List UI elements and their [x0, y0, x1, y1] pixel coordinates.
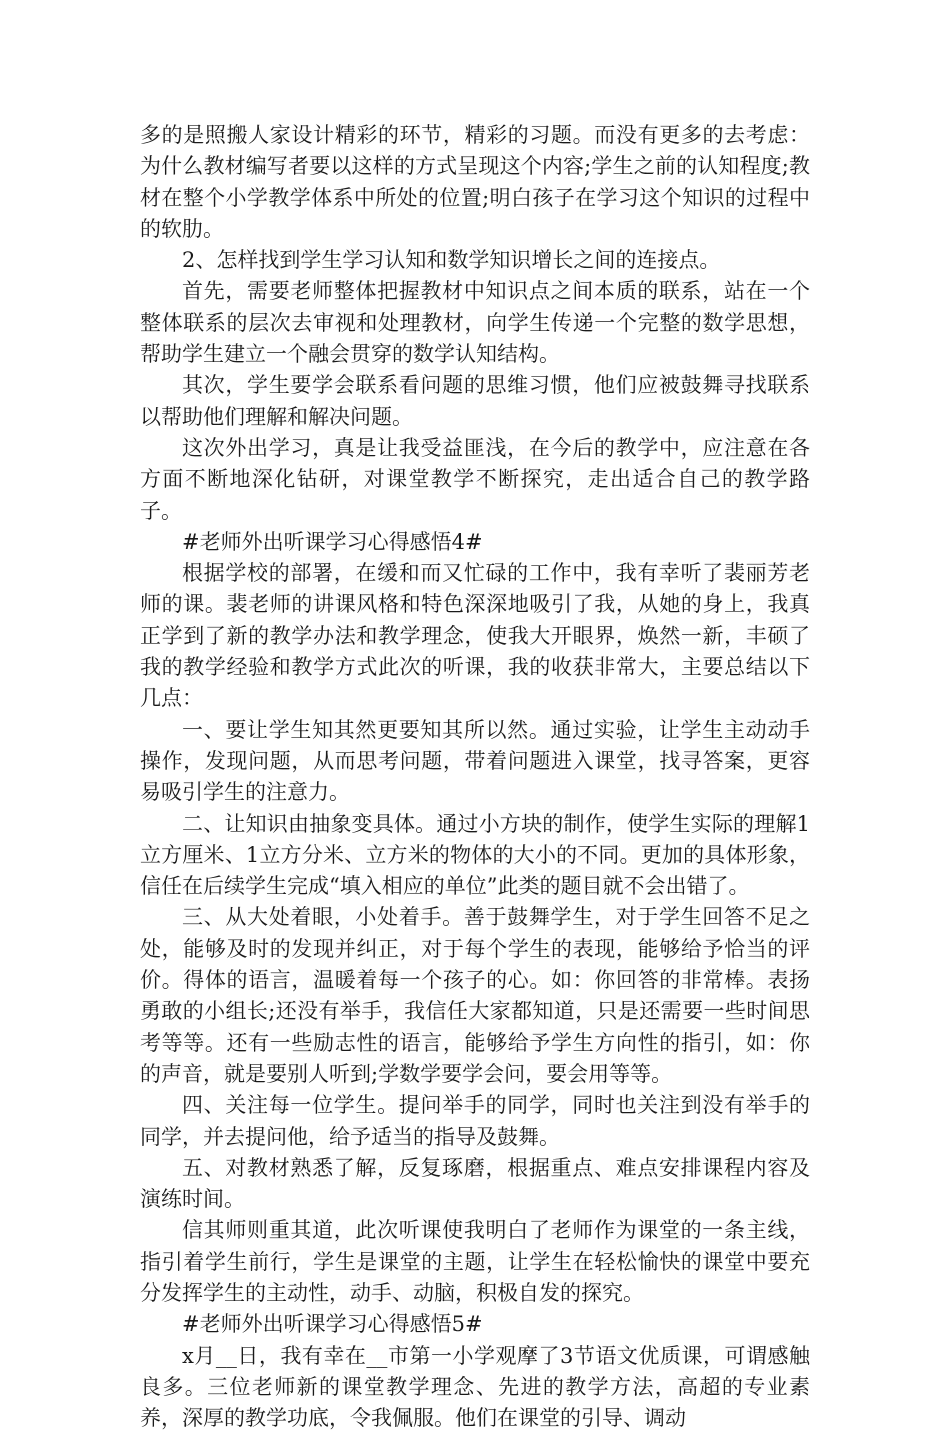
paragraph-3: 首先，需要老师整体把握教材中知识点之间本质的联系，站在一个整体联系的层次去审视和处理教材，向学生传递一个完整的数学思想，帮助学生建立一个融会贯穿的数学认知结构。 — [140, 279, 810, 367]
paragraph-15: x月__日，我有幸在__市第一小学观摩了3节语文优质课，可谓感触良多。三位老师新的课堂教学理念、先进的教学方法，高超的专业素养，深厚的教学功底，令我佩服。他们在课堂的引导、调动 — [140, 1343, 810, 1431]
paragraph-5: 这次外出学习，真是让我受益匪浅，在今后的教学中，应注意在各方面不断地深化钻研，对课堂教学不断探究，走出适合自己的教学路子。 — [140, 435, 810, 523]
paragraph-9: 二、让知识由抽象变具体。通过小方块的制作，使学生实际的理解1立方厘米、1立方分米、立方米的物体的大小的不同。更加的具体形象，信任在后续学生完成“填入相应的单位”此类的题目就不会出错了。 — [140, 811, 810, 899]
paragraph-2: 2、怎样找到学生学习认知和数学知识增长之间的连接点。 — [182, 248, 721, 273]
section-heading-5: #老师外出听课学习心得感悟5# — [182, 1312, 483, 1337]
paragraph-11: 四、关注每一位学生。提问举手的同学，同时也关注到没有举手的同学，并去提问他，给予适当的指导及鼓舞。 — [140, 1093, 810, 1149]
paragraph-7: 根据学校的部署，在缓和而又忙碌的工作中，我有幸听了裴丽芳老师的课。裴老师的讲课风格和特色深深地吸引了我，从她的身上，我真正学到了新的教学办法和教学理念，使我大开眼界，焕然一新，丰硕了我的教学经验和教学方式此次的听课，我的收获非常大，主要总结以下几点： — [140, 561, 810, 711]
paragraph-12: 五、对教材熟悉了解，反复琢磨，根据重点、难点安排课程内容及演练时间。 — [140, 1155, 810, 1212]
paragraph-10: 三、从大处着眼，小处着手。善于鼓舞学生，对于学生回答不足之处，能够及时的发现并纠正，对于每个学生的表现，能够给予恰当的评价。得体的语言，温暖着每一个孩子的心。如：你回答的非常棒。表扬勇敢的小组长;还没有举手，我信任大家都知道，只是还需要一些时间思考等等。还有一些励志性的语言，能够给予学生方向性的指引，如：你的声音，就是要别人听到;学数学要学会问，要会用等等。 — [140, 905, 810, 1086]
paragraph-4: 其次，学生要学会联系看问题的思维习惯，他们应被鼓舞寻找联系以帮助他们理解和解决问题。 — [140, 373, 810, 429]
document-page — [140, 120, 810, 1434]
paragraph-1: 多的是照搬人家设计精彩的环节，精彩的习题。而没有更多的去考虑：为什么教材编写者要以这样的方式呈现这个内容;学生之前的认知程度;教材在整个小学教学体系中所处的位置;明白孩子在学习这个知识的过程中的软肋。 — [140, 123, 810, 241]
section-heading-4: #老师外出听课学习心得感悟4# — [182, 529, 483, 554]
paragraph-13: 信其师则重其道，此次听课使我明白了老师作为课堂的一条主线，指引着学生前行，学生是课堂的主题，让学生在轻松愉快的课堂中要充分发挥学生的主动性，动手、动脑，积极自发的探究。 — [140, 1218, 810, 1305]
paragraph-8: 一、要让学生知其然更要知其所以然。通过实验，让学生主动动手操作，发现问题，从而思考问题，带着问题进入课堂，找寻答案，更容易吸引学生的注意力。 — [140, 717, 810, 805]
